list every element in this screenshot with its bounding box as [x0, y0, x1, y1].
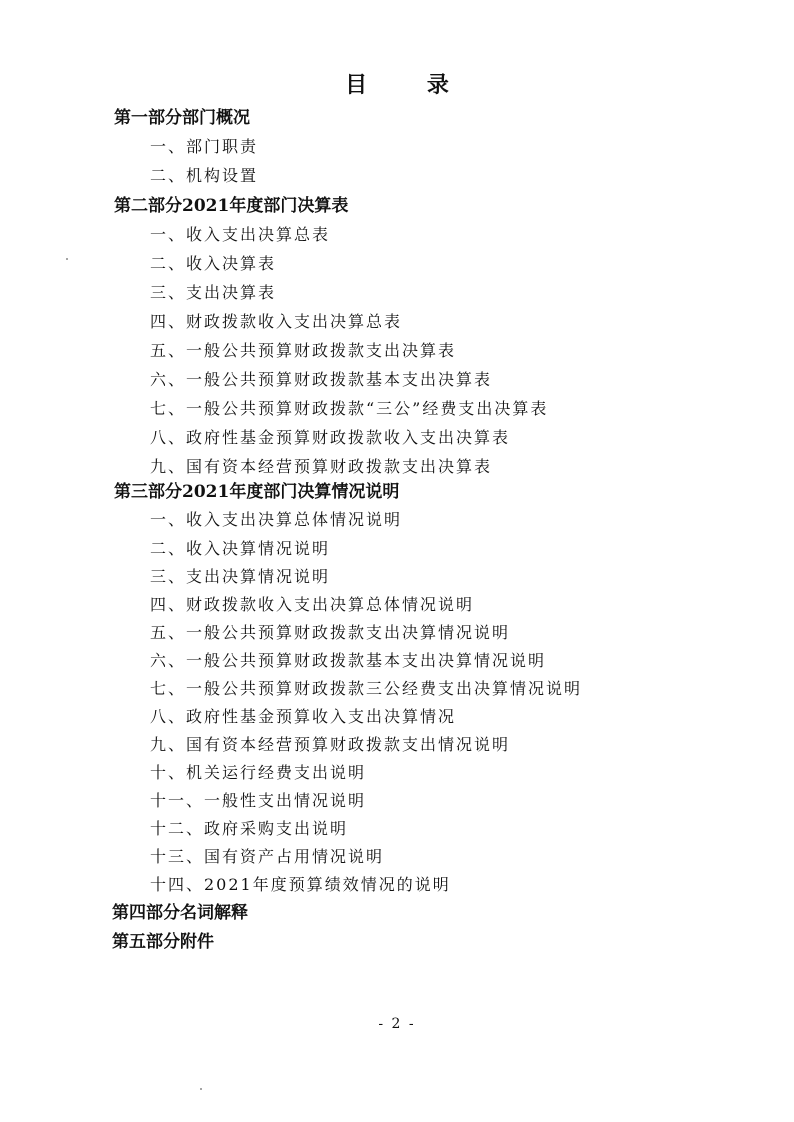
- toc-item: 四、财政拨款收入支出决算总体情况说明: [150, 595, 475, 614]
- toc-item: 十一、一般性支出情况说明: [150, 791, 367, 810]
- part-heading-4: 第四部分名词解释: [112, 903, 248, 923]
- toc-item: 八、政府性基金预算财政拨款收入支出决算表: [150, 428, 511, 447]
- toc-item: 十三、国有资产占用情况说明: [150, 847, 385, 866]
- toc-item: 六、一般公共预算财政拨款基本支出决算表: [150, 370, 493, 389]
- part-heading-5: 第五部分附件: [112, 932, 214, 952]
- toc-item: 十二、政府采购支出说明: [150, 819, 349, 838]
- toc-item: 一、收入支出决算总表: [150, 225, 331, 244]
- toc-item: 十、机关运行经费支出说明: [150, 763, 367, 782]
- part-heading-3: 第三部分2021年度部门决算情况说明: [114, 482, 400, 502]
- toc-title: 目 录: [345, 72, 475, 98]
- toc-item: 七、一般公共预算财政拨款“三公”经费支出决算表: [150, 399, 549, 418]
- toc-item: 三、支出决算情况说明: [150, 567, 331, 586]
- toc-item: 九、国有资本经营预算财政拨款支出决算表: [150, 457, 493, 476]
- toc-item: 一、部门职责: [150, 137, 259, 156]
- toc-item: 四、财政拨款收入支出决算总表: [150, 312, 403, 331]
- toc-item: 二、机构设置: [150, 166, 259, 185]
- part-heading-1: 第一部分部门概况: [114, 108, 250, 128]
- toc-item: 二、收入决算情况说明: [150, 539, 331, 558]
- toc-item: 七、一般公共预算财政拨款三公经费支出决算情况说明: [150, 679, 583, 698]
- toc-item: 二、收入决算表: [150, 254, 277, 273]
- toc-item: 五、一般公共预算财政拨款支出决算情况说明: [150, 623, 511, 642]
- part-heading-2: 第二部分2021年度部门决算表: [114, 196, 349, 216]
- toc-item: 八、政府性基金预算收入支出决算情况: [150, 707, 457, 726]
- scan-speck: [200, 1088, 202, 1090]
- toc-item: 六、一般公共预算财政拨款基本支出决算情况说明: [150, 651, 547, 670]
- toc-item: 五、一般公共预算财政拨款支出决算表: [150, 341, 457, 360]
- toc-item: 十四、2021年度预算绩效情况的说明: [150, 875, 451, 894]
- toc-item: 九、国有资本经营预算财政拨款支出情况说明: [150, 735, 511, 754]
- toc-item: 一、收入支出决算总体情况说明: [150, 510, 403, 529]
- page-number: - 2 -: [378, 1016, 416, 1032]
- toc-item: 三、支出决算表: [150, 283, 277, 302]
- scan-speck: [66, 258, 68, 260]
